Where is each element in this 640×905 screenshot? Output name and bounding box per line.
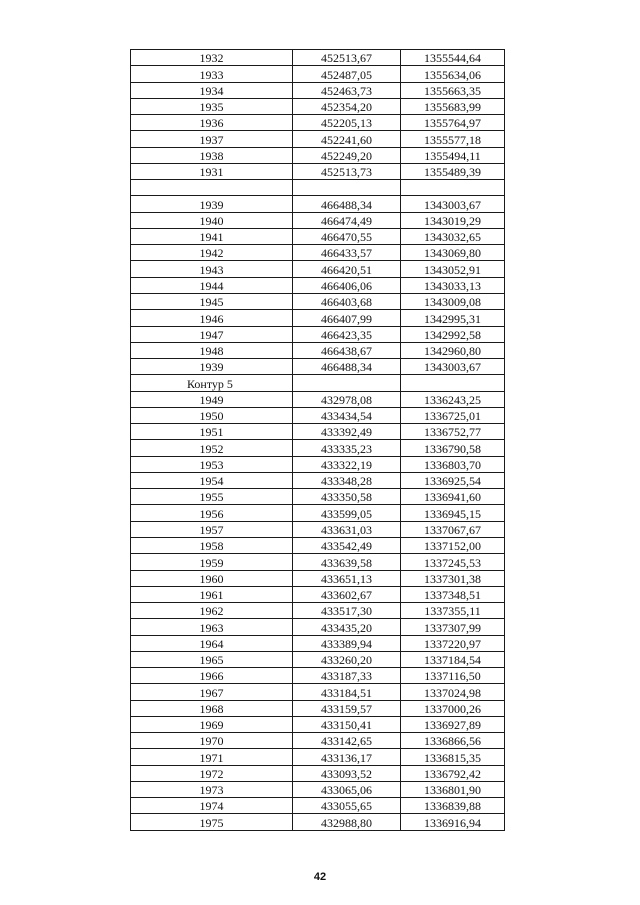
table-row [131, 310, 505, 326]
x-coordinate-cell: 433350,58 [293, 489, 401, 505]
point-number-cell: 1960 [131, 570, 293, 586]
table-row [131, 131, 505, 147]
y-coordinate-cell: 1337348,51 [401, 586, 505, 602]
point-number-cell: 1943 [131, 261, 293, 277]
point-number-cell: 1946 [131, 310, 293, 326]
point-number-cell: 1955 [131, 489, 293, 505]
y-coordinate-cell: 1343069,80 [401, 245, 505, 261]
table-row [131, 781, 505, 797]
table-row [131, 570, 505, 586]
x-coordinate-cell: 433187,33 [293, 668, 401, 684]
x-coordinate-cell: 433335,23 [293, 440, 401, 456]
point-number-cell: 1954 [131, 472, 293, 488]
y-coordinate-cell: 1355683,99 [401, 98, 505, 114]
table-row [131, 684, 505, 700]
point-number-cell: 1935 [131, 98, 293, 114]
y-coordinate-cell [401, 375, 505, 391]
y-coordinate-cell: 1336243,25 [401, 391, 505, 407]
y-coordinate-cell: 1336815,35 [401, 749, 505, 765]
x-coordinate-cell: 433602,67 [293, 586, 401, 602]
point-number-cell [131, 180, 293, 196]
x-coordinate-cell: 466423,35 [293, 326, 401, 342]
point-number-cell: 1964 [131, 635, 293, 651]
x-coordinate-cell: 466488,34 [293, 359, 401, 375]
table-row [131, 554, 505, 570]
point-number-cell: 1975 [131, 814, 293, 830]
x-coordinate-cell [293, 375, 401, 391]
point-number-cell: 1966 [131, 668, 293, 684]
table-row [131, 733, 505, 749]
y-coordinate-cell: 1337307,99 [401, 619, 505, 635]
point-number-cell: 1953 [131, 456, 293, 472]
x-coordinate-cell: 433055,65 [293, 798, 401, 814]
x-coordinate-cell: 433142,65 [293, 733, 401, 749]
x-coordinate-cell: 466488,34 [293, 196, 401, 212]
x-coordinate-cell: 433599,05 [293, 505, 401, 521]
point-number-cell: 1950 [131, 407, 293, 423]
table-row [131, 66, 505, 82]
point-number-cell: 1972 [131, 765, 293, 781]
y-coordinate-cell: 1342960,80 [401, 342, 505, 358]
table-row [131, 115, 505, 131]
x-coordinate-cell: 466470,55 [293, 228, 401, 244]
y-coordinate-cell: 1343019,29 [401, 212, 505, 228]
y-coordinate-cell: 1336866,56 [401, 733, 505, 749]
table-row [131, 456, 505, 472]
y-coordinate-cell: 1343033,13 [401, 277, 505, 293]
contour-heading-row [131, 375, 505, 391]
x-coordinate-cell: 433065,06 [293, 781, 401, 797]
table-row [131, 82, 505, 98]
point-number-cell: 1956 [131, 505, 293, 521]
x-coordinate-cell: 433093,52 [293, 765, 401, 781]
y-coordinate-cell: 1337067,67 [401, 521, 505, 537]
y-coordinate-cell: 1342995,31 [401, 310, 505, 326]
y-coordinate-cell: 1336925,54 [401, 472, 505, 488]
x-coordinate-cell: 433348,28 [293, 472, 401, 488]
table-row [131, 505, 505, 521]
page-number: 42 [313, 871, 327, 883]
point-number-cell: 1963 [131, 619, 293, 635]
table-row [131, 293, 505, 309]
x-coordinate-cell: 433651,13 [293, 570, 401, 586]
table-row [131, 245, 505, 261]
y-coordinate-cell: 1336801,90 [401, 781, 505, 797]
y-coordinate-cell: 1336839,88 [401, 798, 505, 814]
y-coordinate-cell: 1343052,91 [401, 261, 505, 277]
x-coordinate-cell: 433542,49 [293, 537, 401, 553]
x-coordinate-cell: 433184,51 [293, 684, 401, 700]
point-number-cell: 1947 [131, 326, 293, 342]
y-coordinate-cell: 1337220,97 [401, 635, 505, 651]
point-number-cell: 1957 [131, 521, 293, 537]
table-row [131, 196, 505, 212]
table-row [131, 537, 505, 553]
point-number-cell: 1959 [131, 554, 293, 570]
y-coordinate-cell: 1336790,58 [401, 440, 505, 456]
y-coordinate-cell: 1337301,38 [401, 570, 505, 586]
point-number-cell: 1944 [131, 277, 293, 293]
table-row [131, 277, 505, 293]
table-row [131, 228, 505, 244]
x-coordinate-cell: 452249,20 [293, 147, 401, 163]
point-number-cell: 1942 [131, 245, 293, 261]
y-coordinate-cell: 1336792,42 [401, 765, 505, 781]
point-number-cell: 1934 [131, 82, 293, 98]
point-number-cell: 1932 [131, 50, 293, 66]
x-coordinate-cell: 466407,99 [293, 310, 401, 326]
point-number-cell: 1965 [131, 651, 293, 667]
point-number-cell: 1941 [131, 228, 293, 244]
y-coordinate-cell: 1336945,15 [401, 505, 505, 521]
table-row [131, 407, 505, 423]
x-coordinate-cell: 452513,67 [293, 50, 401, 66]
table-row [131, 261, 505, 277]
point-number-cell: 1949 [131, 391, 293, 407]
x-coordinate-cell: 452513,73 [293, 163, 401, 179]
x-coordinate-cell: 466406,06 [293, 277, 401, 293]
point-number-cell: 1962 [131, 603, 293, 619]
table-row [131, 814, 505, 830]
y-coordinate-cell: 1336941,60 [401, 489, 505, 505]
y-coordinate-cell: 1355577,18 [401, 131, 505, 147]
x-coordinate-cell: 433639,58 [293, 554, 401, 570]
point-number-cell: 1967 [131, 684, 293, 700]
x-coordinate-cell: 433136,17 [293, 749, 401, 765]
y-coordinate-cell: 1343032,65 [401, 228, 505, 244]
y-coordinate-cell: 1337184,54 [401, 651, 505, 667]
y-coordinate-cell: 1336725,01 [401, 407, 505, 423]
table-row [131, 749, 505, 765]
y-coordinate-cell: 1342992,58 [401, 326, 505, 342]
x-coordinate-cell: 433392,49 [293, 424, 401, 440]
point-number-cell: 1970 [131, 733, 293, 749]
table-row [131, 798, 505, 814]
point-number-cell: 1936 [131, 115, 293, 131]
x-coordinate-cell: 452241,60 [293, 131, 401, 147]
point-number-cell: 1933 [131, 66, 293, 82]
x-coordinate-cell: 452205,13 [293, 115, 401, 131]
y-coordinate-cell: 1337152,00 [401, 537, 505, 553]
y-coordinate-cell: 1355663,35 [401, 82, 505, 98]
point-number-cell: 1973 [131, 781, 293, 797]
x-coordinate-cell: 466420,51 [293, 261, 401, 277]
table-row [131, 180, 505, 196]
x-coordinate-cell: 433435,20 [293, 619, 401, 635]
y-coordinate-cell [401, 180, 505, 196]
table-row [131, 586, 505, 602]
x-coordinate-cell: 452487,05 [293, 66, 401, 82]
y-coordinate-cell: 1336803,70 [401, 456, 505, 472]
contour-label: Контур 5 [131, 375, 293, 391]
x-coordinate-cell: 433517,30 [293, 603, 401, 619]
y-coordinate-cell: 1337245,53 [401, 554, 505, 570]
x-coordinate-cell: 466403,68 [293, 293, 401, 309]
x-coordinate-cell [293, 180, 401, 196]
table-row [131, 359, 505, 375]
x-coordinate-cell: 466433,57 [293, 245, 401, 261]
point-number-cell: 1939 [131, 359, 293, 375]
x-coordinate-cell: 466474,49 [293, 212, 401, 228]
table-row [131, 668, 505, 684]
point-number-cell: 1969 [131, 716, 293, 732]
y-coordinate-cell: 1355544,64 [401, 50, 505, 66]
point-number-cell: 1939 [131, 196, 293, 212]
point-number-cell: 1952 [131, 440, 293, 456]
x-coordinate-cell: 433631,03 [293, 521, 401, 537]
y-coordinate-cell: 1343003,67 [401, 359, 505, 375]
x-coordinate-cell: 433322,19 [293, 456, 401, 472]
table-row [131, 765, 505, 781]
y-coordinate-cell: 1337024,98 [401, 684, 505, 700]
table-row [131, 342, 505, 358]
point-number-cell: 1974 [131, 798, 293, 814]
table-row [131, 521, 505, 537]
x-coordinate-cell: 466438,67 [293, 342, 401, 358]
y-coordinate-cell: 1355634,06 [401, 66, 505, 82]
table-row [131, 651, 505, 667]
table-row [131, 489, 505, 505]
table-row [131, 716, 505, 732]
point-number-cell: 1961 [131, 586, 293, 602]
x-coordinate-cell: 433434,54 [293, 407, 401, 423]
table-row [131, 700, 505, 716]
x-coordinate-cell: 433159,57 [293, 700, 401, 716]
table-row [131, 635, 505, 651]
table-row [131, 603, 505, 619]
y-coordinate-cell: 1337116,50 [401, 668, 505, 684]
x-coordinate-cell: 452463,73 [293, 82, 401, 98]
x-coordinate-cell: 432978,08 [293, 391, 401, 407]
y-coordinate-cell: 1337000,26 [401, 700, 505, 716]
point-number-cell: 1968 [131, 700, 293, 716]
point-number-cell: 1971 [131, 749, 293, 765]
x-coordinate-cell: 433260,20 [293, 651, 401, 667]
table-row [131, 440, 505, 456]
x-coordinate-cell: 433150,41 [293, 716, 401, 732]
y-coordinate-cell: 1343003,67 [401, 196, 505, 212]
table-row [131, 163, 505, 179]
y-coordinate-cell: 1355489,39 [401, 163, 505, 179]
point-number-cell: 1937 [131, 131, 293, 147]
coordinates-table-body [131, 50, 505, 831]
table-row [131, 98, 505, 114]
coordinates-table [130, 49, 505, 831]
x-coordinate-cell: 433389,94 [293, 635, 401, 651]
table-row [131, 424, 505, 440]
table-row [131, 391, 505, 407]
point-number-cell: 1931 [131, 163, 293, 179]
table-row [131, 326, 505, 342]
x-coordinate-cell: 432988,80 [293, 814, 401, 830]
table-row [131, 147, 505, 163]
point-number-cell: 1958 [131, 537, 293, 553]
y-coordinate-cell: 1336752,77 [401, 424, 505, 440]
table-row [131, 212, 505, 228]
y-coordinate-cell: 1336927,89 [401, 716, 505, 732]
point-number-cell: 1948 [131, 342, 293, 358]
x-coordinate-cell: 452354,20 [293, 98, 401, 114]
y-coordinate-cell: 1336916,94 [401, 814, 505, 830]
y-coordinate-cell: 1355494,11 [401, 147, 505, 163]
y-coordinate-cell: 1343009,08 [401, 293, 505, 309]
point-number-cell: 1938 [131, 147, 293, 163]
table-row [131, 50, 505, 66]
point-number-cell: 1940 [131, 212, 293, 228]
y-coordinate-cell: 1337355,11 [401, 603, 505, 619]
y-coordinate-cell: 1355764,97 [401, 115, 505, 131]
point-number-cell: 1951 [131, 424, 293, 440]
table-row [131, 472, 505, 488]
table-row [131, 619, 505, 635]
point-number-cell: 1945 [131, 293, 293, 309]
